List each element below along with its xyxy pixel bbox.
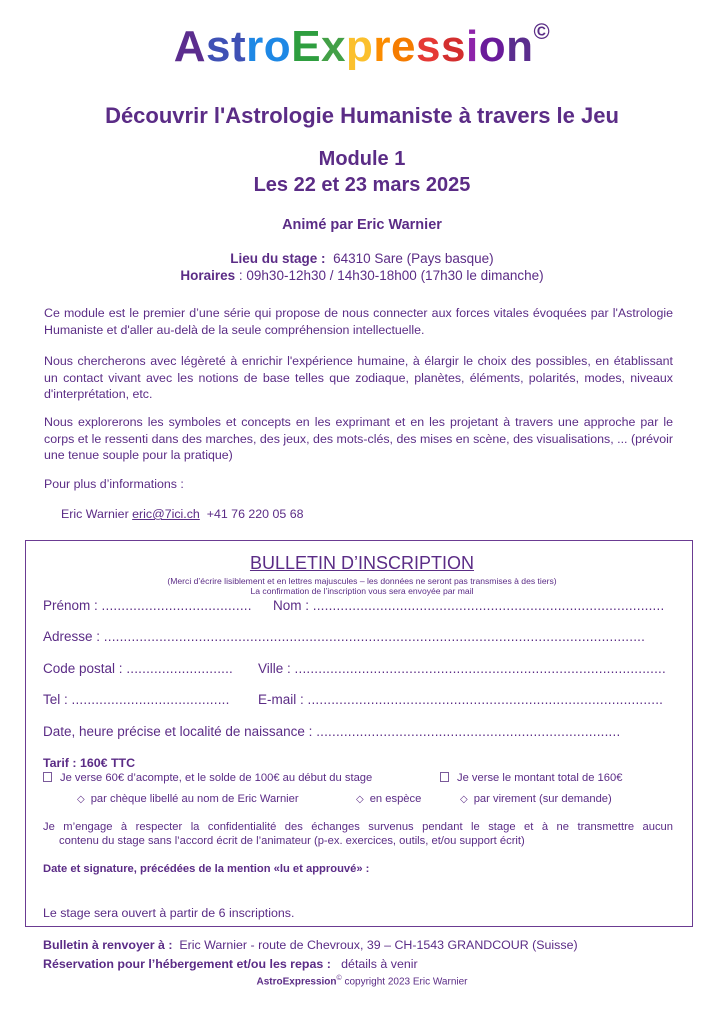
- pay-by-cheque-label: par chèque libellé au nom de Eric Warnier: [90, 793, 299, 805]
- brand-logo: [0, 19, 724, 72]
- postal-code-field[interactable]: [43, 661, 233, 676]
- form-note-privacy: (Merci d’écrire lisiblement et en lettres majuscules – les données ne seront pas transmises à des tiers): [167, 576, 557, 586]
- intro-paragraph-1: Ce module est le premier d’une série qui propose de nous connecter aux forces vitales évoquées par l'Astrologie Humaniste et d'aller au-delà de la seule compréhension intellectuelle.: [44, 306, 673, 337]
- email-dots[interactable]: ..........................................................................................: [307, 692, 664, 707]
- last-name-dots[interactable]: .........................................................................................: [312, 598, 665, 613]
- contact-phone: +41 76 220 05 68: [206, 507, 304, 521]
- option-deposit[interactable]: [43, 772, 372, 784]
- schedule-line: [0, 268, 724, 283]
- signature-label: Date et signature, précédées de la mention «lu et approuvé» :: [43, 863, 370, 875]
- logo-letter: n: [506, 22, 534, 71]
- phone-field[interactable]: [43, 692, 230, 707]
- location-label: Lieu du stage :: [230, 251, 326, 266]
- city-label: Ville :: [258, 661, 291, 676]
- logo-letter: s: [416, 22, 442, 71]
- module-heading: Module 1: [318, 148, 406, 170]
- option-full-payment-label: Je verse le montant total de 160€: [457, 772, 623, 784]
- logo-letter: r: [373, 22, 392, 71]
- contact-email-link[interactable]: eric@7ici.ch: [132, 507, 200, 521]
- option-full-payment[interactable]: [440, 772, 622, 784]
- accommodation-value: détails à venir: [341, 957, 418, 971]
- schedule-value: : 09h30-12h30 / 14h30-18h00 (17h30 le dimanche): [238, 268, 544, 283]
- option-deposit-label: Je verse 60€ d’acompte, et le solde de 100€ au début du stage: [60, 772, 373, 784]
- intro-paragraph-3: Nous explorerons les symboles et concepts en les exprimant et en les projetant à travers une approche par le corps et le ressenti dans des marches, des jeux, des mots-clés, des mises en scène, des visualisations, ... (prévoir une tenue souple pour la pratique): [44, 415, 673, 462]
- copyright-sup: ©: [336, 975, 342, 982]
- birth-info-label: Date, heure précise et localité de naissance :: [43, 724, 313, 739]
- logo-letter: o: [263, 22, 292, 71]
- engagement-text-line-1: Je m’engage à respecter la confidentialité des échanges survenus pendant le stage et à ne transmettre aucun: [43, 821, 673, 833]
- logo-letter: x: [321, 22, 347, 71]
- location-value: 64310 Sare (Pays basque): [333, 251, 494, 266]
- return-address-value: Eric Warnier - route de Chevroux, 39 – CH-1543 GRANDCOUR (Suisse): [179, 938, 578, 952]
- logo-letter: p: [346, 22, 374, 71]
- city-field[interactable]: [258, 661, 666, 676]
- address-dots[interactable]: .........................................................................................................................................: [103, 629, 646, 644]
- city-dots[interactable]: ..............................................................................................: [294, 661, 666, 676]
- logo-letter: r: [246, 22, 264, 71]
- intro-paragraph-2: Nous chercherons avec légèreté à enrichir l'expérience humaine, à élargir le choix des possibles, en établissant un contact vivant avec les notions de base telles que zodiaque, planètes, éléments, polarités, modes, niveaux d'interprétation, etc.: [44, 354, 673, 401]
- phone-dots[interactable]: ........................................: [71, 692, 230, 707]
- diamond-bullet-icon: ◇: [460, 794, 468, 805]
- accommodation-label: Réservation pour l’hébergement et/ou les repas :: [43, 957, 331, 971]
- postal-code-label: Code postal :: [43, 661, 123, 676]
- brand-logo-text: [174, 22, 534, 71]
- schedule-label: Horaires: [180, 268, 236, 283]
- contact-name: Eric Warnier: [61, 507, 129, 521]
- form-note-confirmation: La confirmation de l’inscription vous sera envoyée par mail: [250, 586, 474, 596]
- birth-info-field[interactable]: [43, 724, 620, 739]
- pay-cash-label: en espèce: [369, 793, 422, 805]
- logo-letter: i: [466, 22, 479, 71]
- pay-cash[interactable]: [356, 793, 421, 805]
- logo-letter: o: [478, 22, 507, 71]
- copyright-text: copyright 2023 Eric Warnier: [341, 976, 468, 988]
- location-line: [0, 251, 724, 266]
- logo-letter: A: [173, 22, 207, 71]
- checkbox-icon[interactable]: [43, 772, 52, 782]
- return-address-label: Bulletin à renvoyer à :: [43, 938, 173, 952]
- pay-by-cheque[interactable]: [77, 793, 299, 805]
- birth-info-dots[interactable]: .............................................................................: [316, 724, 621, 739]
- phone-label: Tel :: [43, 692, 68, 707]
- checkbox-icon[interactable]: [440, 772, 449, 782]
- logo-letter: e: [391, 22, 417, 71]
- postal-code-dots[interactable]: ...........................: [126, 661, 233, 676]
- pay-transfer-label: par virement (sur demande): [473, 793, 612, 805]
- copyright-symbol: ©: [533, 19, 551, 45]
- facilitator-line: Animé par Eric Warnier: [282, 217, 442, 233]
- dates-heading: Les 22 et 23 mars 2025: [253, 174, 471, 196]
- diamond-bullet-icon: ◇: [77, 794, 85, 805]
- logo-letter: s: [206, 22, 232, 71]
- first-name-dots[interactable]: ......................................: [101, 598, 252, 613]
- contact-line: [61, 507, 304, 521]
- last-name-field[interactable]: [273, 598, 664, 613]
- return-address-line: [43, 938, 578, 952]
- logo-letter: E: [291, 22, 322, 71]
- email-label: E-mail :: [258, 692, 304, 707]
- pay-transfer[interactable]: [460, 793, 612, 805]
- page-title: Découvrir l'Astrologie Humaniste à travers le Jeu: [105, 103, 619, 128]
- minimum-participants-note: Le stage sera ouvert à partir de 6 inscriptions.: [43, 906, 295, 920]
- copyright-brand: AstroExpression: [256, 976, 337, 988]
- engagement-text-line-2: contenu du stage sans l’accord écrit de l’animateur (p-ex. exercices, outils, et/ou support écrit): [59, 835, 525, 847]
- copyright-line: [0, 975, 724, 987]
- diamond-bullet-icon: ◇: [356, 794, 364, 805]
- form-title: BULLETIN D’INSCRIPTION: [249, 553, 475, 573]
- first-name-label: Prénom :: [43, 598, 98, 613]
- more-info-label: Pour plus d’informations :: [44, 477, 184, 491]
- address-label: Adresse :: [43, 629, 101, 644]
- email-field[interactable]: [258, 692, 663, 707]
- logo-letter: s: [441, 22, 466, 71]
- accommodation-line: [43, 957, 418, 971]
- last-name-label: Nom :: [273, 598, 310, 613]
- price-label: Tarif : 160€ TTC: [43, 756, 136, 770]
- address-field[interactable]: [43, 629, 645, 644]
- logo-letter: t: [231, 22, 247, 71]
- first-name-field[interactable]: [43, 598, 252, 613]
